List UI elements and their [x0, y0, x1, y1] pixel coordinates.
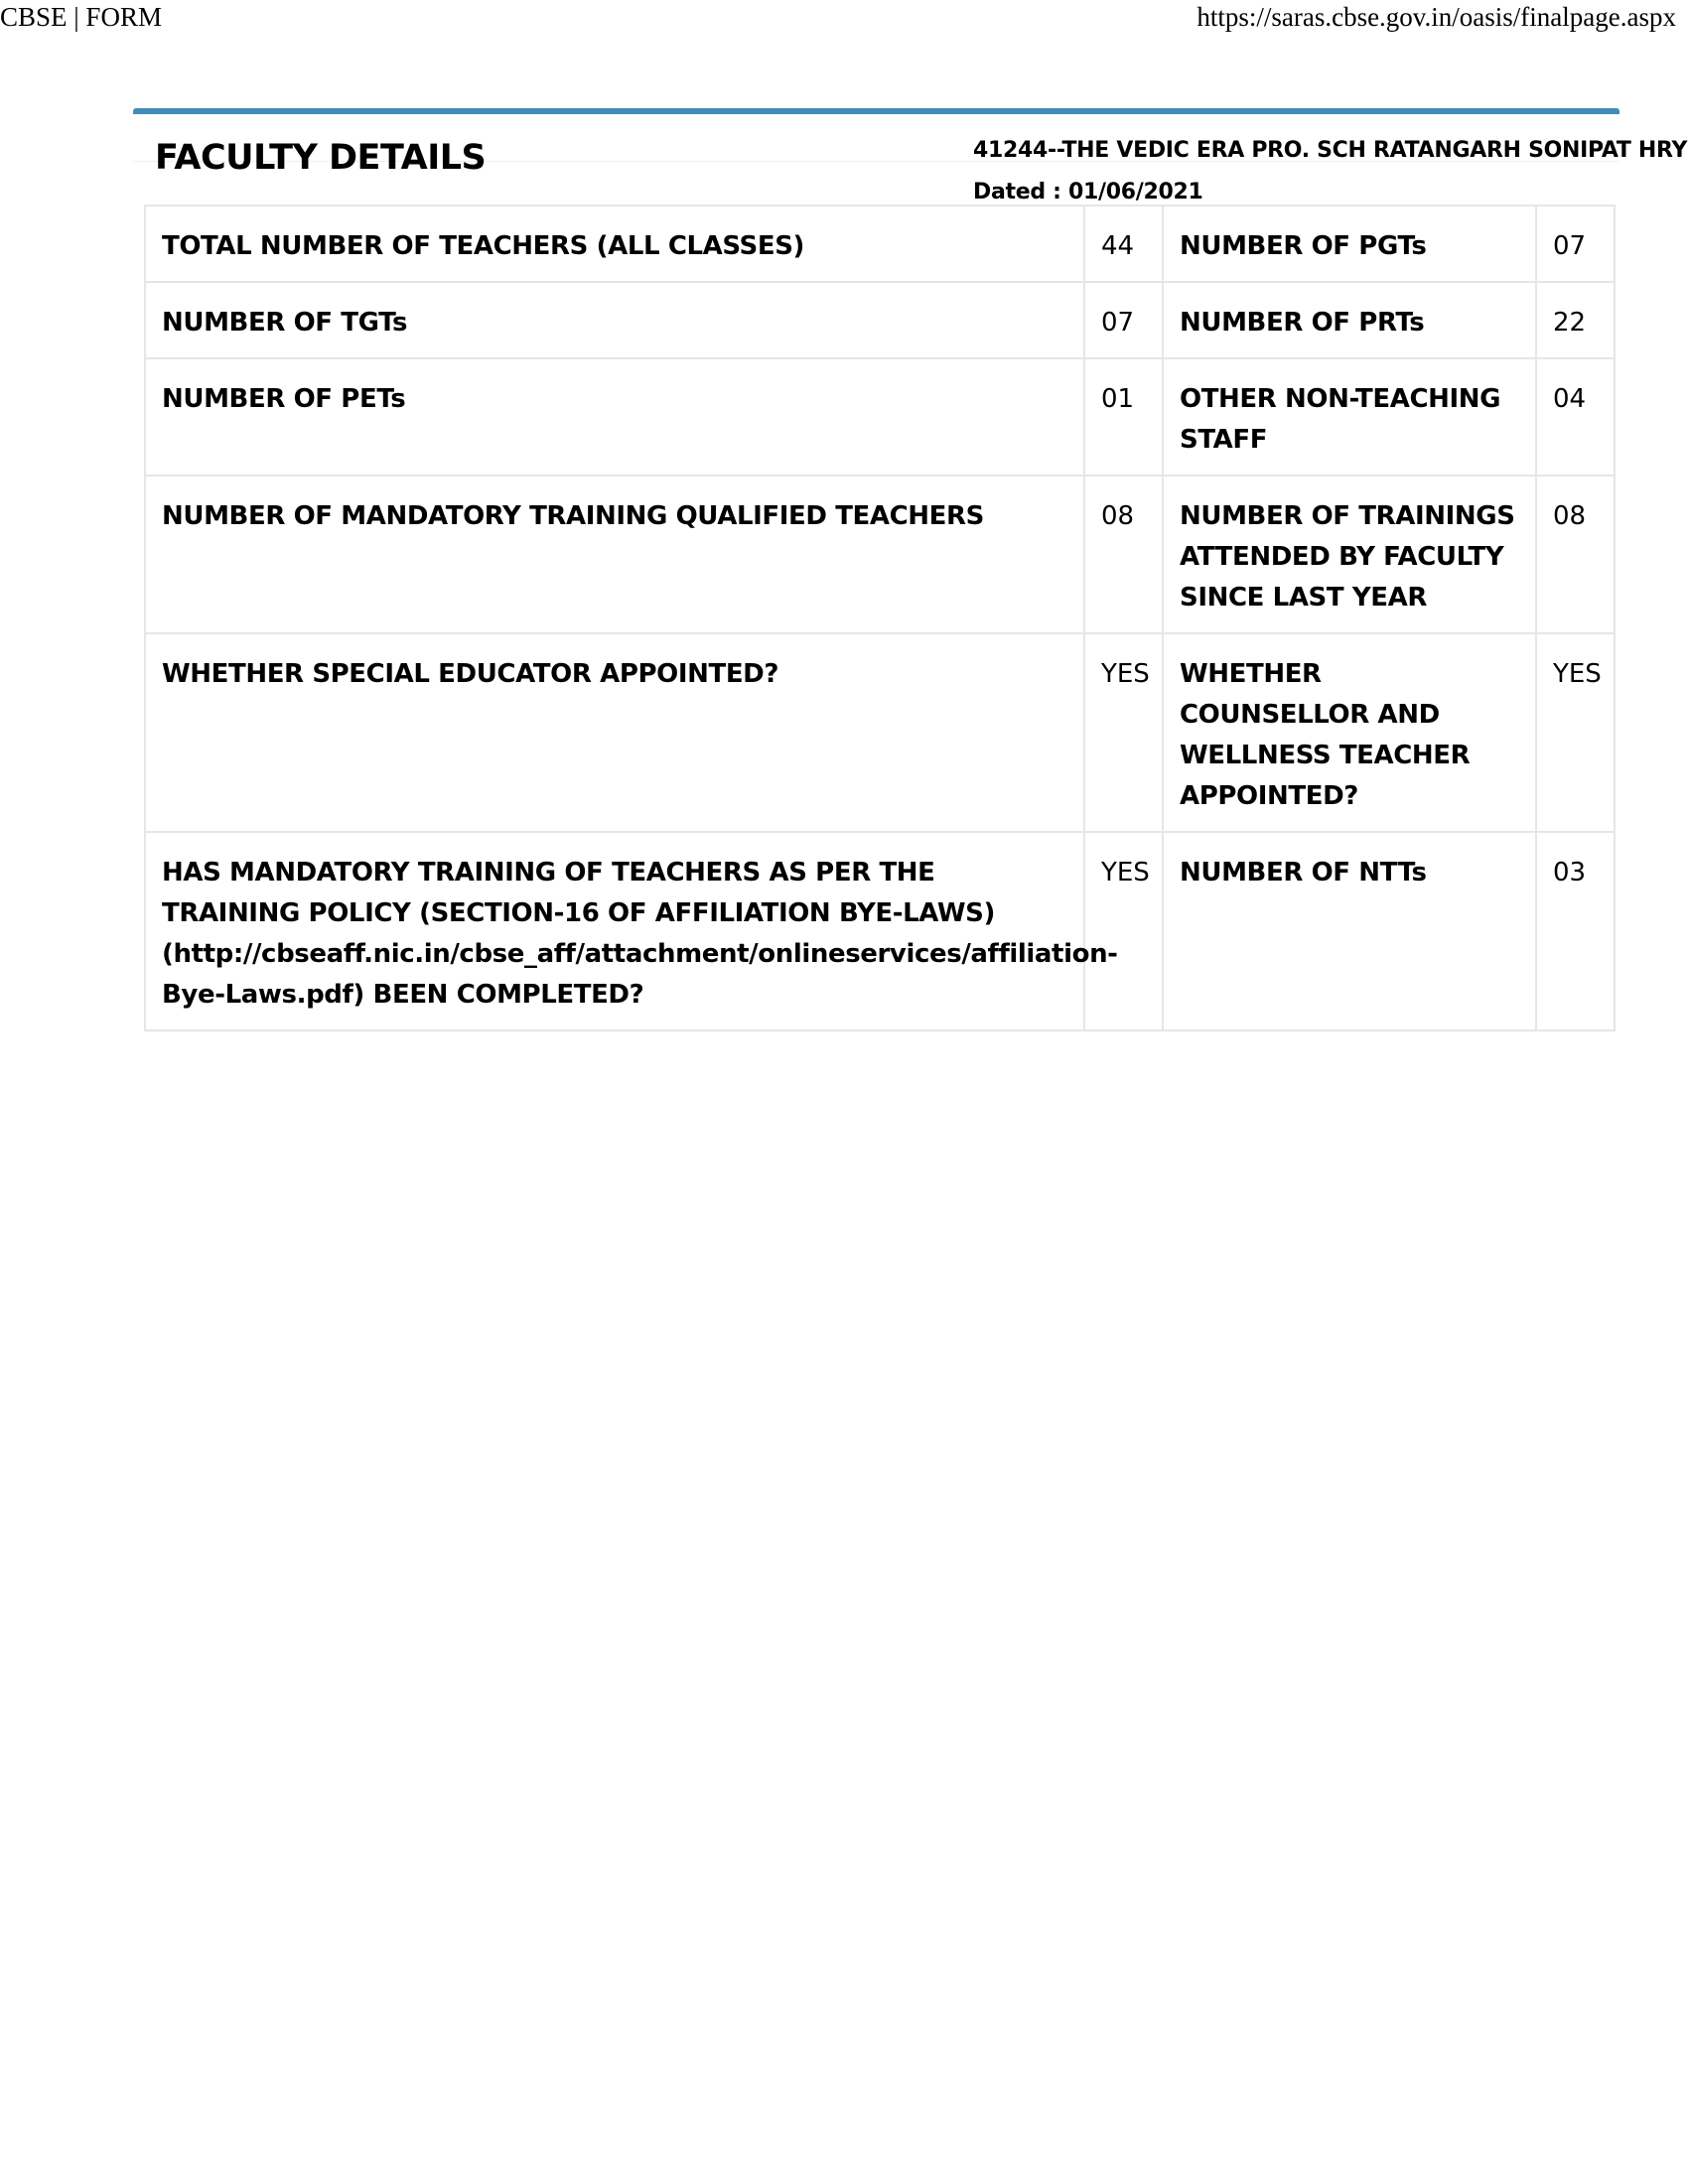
field-value: 04	[1536, 358, 1615, 476]
field-value: 22	[1536, 282, 1615, 358]
dated-label: Dated : 01/06/2021	[973, 180, 1203, 205]
page-url: https://saras.cbse.gov.in/oasis/finalpage.aspx	[1196, 2, 1676, 32]
field-label: NUMBER OF TRAININGS ATTENDED BY FACULTY SINCE LAST YEAR	[1163, 476, 1536, 633]
table-row	[145, 476, 1615, 633]
field-label: NUMBER OF PGTs	[1163, 205, 1536, 282]
field-label: OTHER NON-TEACHING STAFF	[1163, 358, 1536, 476]
panel-title: FACULTY DETAILS	[155, 138, 487, 178]
field-label: NUMBER OF MANDATORY TRAINING QUALIFIED TEACHERS	[145, 476, 1084, 633]
table-row	[145, 205, 1615, 282]
field-value: YES	[1084, 633, 1163, 832]
table-row	[145, 832, 1615, 1030]
field-label: TOTAL NUMBER OF TEACHERS (ALL CLASSES)	[145, 205, 1084, 282]
field-label: NUMBER OF PETs	[145, 358, 1084, 476]
document-title: CBSE | FORM	[0, 2, 162, 32]
school-name: 41244--THE VEDIC ERA PRO. SCH RATANGARH SONIPAT HRY	[973, 138, 1688, 163]
field-label: WHETHER SPECIAL EDUCATOR APPOINTED?	[145, 633, 1084, 832]
panel-header	[133, 114, 1688, 210]
table-row	[145, 358, 1615, 476]
faculty-table	[144, 205, 1616, 1031]
field-label: NUMBER OF TGTs	[145, 282, 1084, 358]
field-value: 01	[1084, 358, 1163, 476]
table-row	[145, 633, 1615, 832]
table-row	[145, 282, 1615, 358]
field-value: 07	[1536, 205, 1615, 282]
field-value: 08	[1084, 476, 1163, 633]
field-label: WHETHER COUNSELLOR AND WELLNESS TEACHER APPOINTED?	[1163, 633, 1536, 832]
field-value: 08	[1536, 476, 1615, 633]
print-header	[0, 0, 1688, 40]
field-value: 07	[1084, 282, 1163, 358]
field-label: NUMBER OF NTTs	[1163, 832, 1536, 1030]
field-value: YES	[1084, 832, 1163, 1030]
field-value: 03	[1536, 832, 1615, 1030]
field-value: 44	[1084, 205, 1163, 282]
field-value: YES	[1536, 633, 1615, 832]
field-label: NUMBER OF PRTs	[1163, 282, 1536, 358]
faculty-details-panel	[133, 108, 1688, 210]
field-label: HAS MANDATORY TRAINING OF TEACHERS AS PER THE TRAINING POLICY (SECTION-16 OF AFFILIATION BYE-LAWS) (http://cbseaff.nic.in/cbse_aff/attachment/onlineservices/affiliation-Bye-Laws.pdf) BEEN COMPLETED?	[145, 832, 1084, 1030]
